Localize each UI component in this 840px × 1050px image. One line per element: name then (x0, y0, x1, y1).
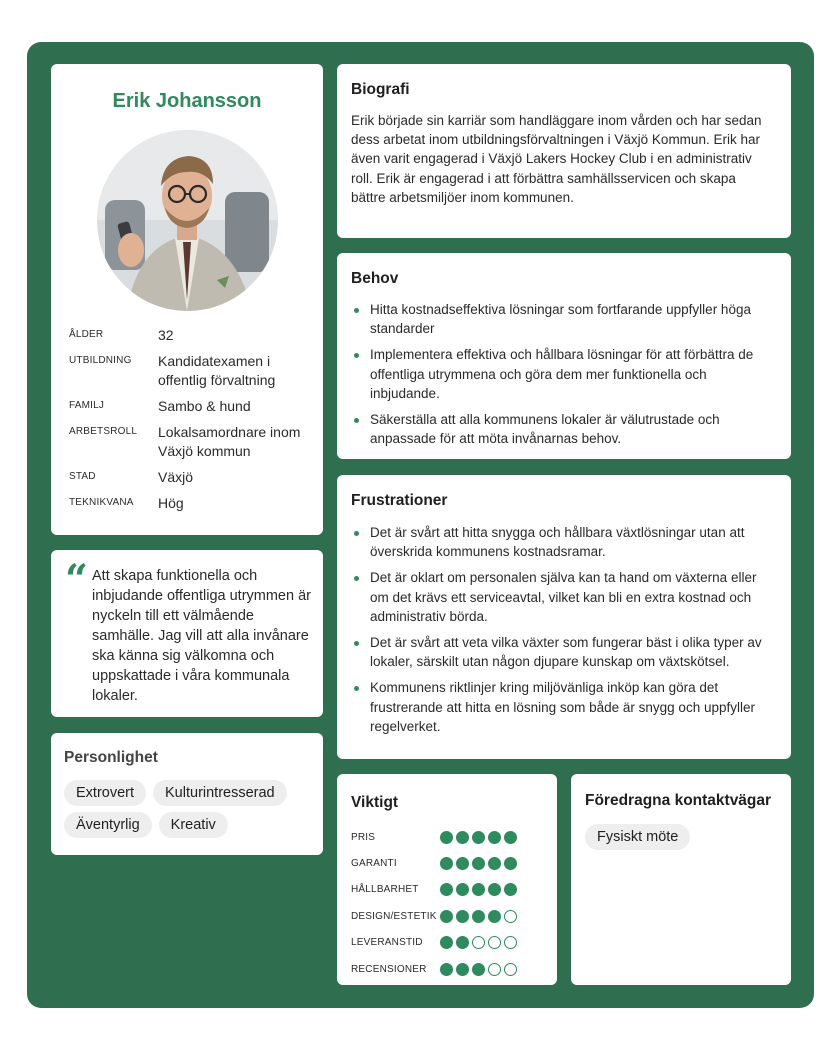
rating-dot-filled (472, 910, 485, 923)
rating-dot-filled (456, 831, 469, 844)
rating-dot-empty (504, 936, 517, 949)
list-item: Säkerställa att alla kommunens lokaler är välutrustade och anpassade för att möta invånarnas behov. (351, 410, 776, 448)
rating-dot-empty (488, 963, 501, 976)
list-item: Det är oklart om personalen själva kan ta hand om växterna eller om det krävs ett serviceavtal, vilket kan bli en extra kostnad och administrativ börda. (351, 568, 776, 626)
personality-tags (64, 780, 316, 838)
fact-value: Sambo & hund (158, 398, 251, 414)
fact-value: Växjö (158, 469, 194, 485)
rating-dot-filled (456, 857, 469, 870)
fact-label: UTBILDNING (69, 355, 132, 366)
frustrations-card (337, 475, 791, 759)
fact-row (69, 352, 313, 390)
frustrations-list (351, 523, 776, 743)
fact-label: STAD (69, 471, 96, 482)
rating-label: DESIGN/ESTETIK (351, 910, 437, 922)
fact-value: Kandidatexamen i offentlig förvaltning (158, 353, 276, 388)
rating-row (351, 877, 551, 903)
important-card (337, 774, 557, 985)
rating-dot-filled (472, 963, 485, 976)
rating-dot-empty (488, 936, 501, 949)
fact-label: FAMILJ (69, 400, 105, 411)
rating-dot-filled (456, 936, 469, 949)
important-title: Viktigt (351, 794, 399, 811)
rating-dot-filled (488, 831, 501, 844)
fact-row (69, 326, 313, 345)
list-item: Det är svårt att veta vilka växter som fungerar bäst i olika typer av lokaler, särskilt utan någon djupare kunskap om växtskötsel. (351, 633, 776, 671)
rating-dot-filled (440, 910, 453, 923)
rating-dots (440, 831, 517, 844)
fact-value: Hög (158, 495, 184, 511)
contact-card (571, 774, 791, 985)
biography-text: Erik började sin karriär som handläggare inom vården och har sedan dess arbetat inom utbildningsförvaltningen i Växjö Kommun. Erik har även varit engagerad i Växjö Lakers Hockey Club i en administrativ roll. Erik är engagerad i att förbättra samhällsservicen och skapa bättre arbetsmiljöer inom kommunen. (351, 113, 762, 205)
fact-row (69, 494, 313, 513)
rating-dot-filled (472, 883, 485, 896)
personality-tag: Kreativ (159, 812, 228, 838)
rating-dot-filled (456, 963, 469, 976)
rating-dot-filled (504, 883, 517, 896)
rating-dot-filled (440, 883, 453, 896)
rating-label: RECENSIONER (351, 963, 427, 975)
rating-dot-filled (488, 857, 501, 870)
quote-icon: “ (65, 556, 89, 603)
contact-channel-tag: Fysiskt möte (585, 824, 690, 850)
rating-dot-filled (472, 831, 485, 844)
rating-dots (440, 857, 517, 870)
needs-card (337, 253, 791, 459)
avatar (97, 130, 278, 311)
rating-dots (440, 963, 517, 976)
fact-value: 32 (158, 327, 174, 343)
personality-card (51, 733, 323, 855)
fact-row (69, 397, 313, 416)
rating-row (351, 850, 551, 876)
rating-dot-empty (504, 910, 517, 923)
rating-row (351, 824, 551, 850)
rating-dot-filled (456, 910, 469, 923)
biography-card (337, 64, 791, 238)
rating-list (351, 824, 551, 982)
list-item: Det är svårt att hitta snygga och hållbara växtlösningar utan att överskrida kommunens kostnadsramar. (351, 523, 776, 561)
rating-dot-filled (504, 831, 517, 844)
quote-text: Att skapa funktionella och inbjudande offentliga utrymmen är nyckeln till ett välmående samhälle. Jag vill att alla invånare ska känna sig välkomna och uppskattade i våra kommunala lokaler. (92, 568, 311, 704)
frustrations-title: Frustrationer (351, 492, 448, 509)
list-item: Implementera effektiva och hållbara lösningar för att förbättra de offentliga utrymmena och göra dem mer funktionella och inbjudande. (351, 345, 776, 403)
personality-tag: Extrovert (64, 780, 146, 806)
quote-card (51, 550, 323, 717)
list-item: Kommunens riktlinjer kring miljövänliga inköp kan göra det frustrerande att hitta en lösning som både är snygg och uppfyller regelverket. (351, 678, 776, 736)
rating-label: PRIS (351, 831, 376, 843)
facts-list (69, 326, 313, 520)
rating-dot-filled (440, 831, 453, 844)
rating-dot-filled (440, 963, 453, 976)
personality-title: Personlighet (64, 749, 158, 766)
rating-dot-empty (472, 936, 485, 949)
rating-dot-filled (504, 857, 517, 870)
biography-title: Biografi (351, 81, 410, 98)
fact-row (69, 468, 313, 487)
rating-dot-filled (488, 883, 501, 896)
rating-row (351, 930, 551, 956)
rating-dots (440, 910, 517, 923)
avatar-photo (97, 130, 278, 311)
rating-dot-filled (440, 936, 453, 949)
rating-dot-filled (440, 857, 453, 870)
needs-list (351, 300, 776, 455)
rating-dots (440, 883, 517, 896)
profile-card (51, 64, 323, 535)
personality-tag: Äventyrlig (64, 812, 152, 838)
needs-title: Behov (351, 270, 399, 287)
fact-label: ARBETSROLL (69, 426, 138, 437)
rating-label: GARANTI (351, 858, 397, 870)
rating-dot-filled (488, 910, 501, 923)
rating-dot-filled (456, 883, 469, 896)
list-item: Hitta kostnadseffektiva lösningar som fortfarande uppfyller höga standarder (351, 300, 776, 338)
fact-label: ÅLDER (69, 329, 104, 340)
rating-dot-filled (472, 857, 485, 870)
rating-dots (440, 936, 517, 949)
rating-row (351, 903, 551, 929)
rating-label: LEVERANSTID (351, 937, 423, 949)
rating-dot-empty (504, 963, 517, 976)
fact-row (69, 423, 313, 461)
personality-tag: Kulturintresserad (153, 780, 287, 806)
fact-value: Lokalsamordnare inom Växjö kommun (158, 424, 301, 459)
persona-name: Erik Johansson (112, 90, 262, 112)
contact-title: Föredragna kontaktvägar (585, 792, 772, 809)
fact-label: TEKNIKVANA (69, 497, 134, 508)
rating-row (351, 956, 551, 982)
rating-label: HÅLLBARHET (351, 884, 419, 896)
